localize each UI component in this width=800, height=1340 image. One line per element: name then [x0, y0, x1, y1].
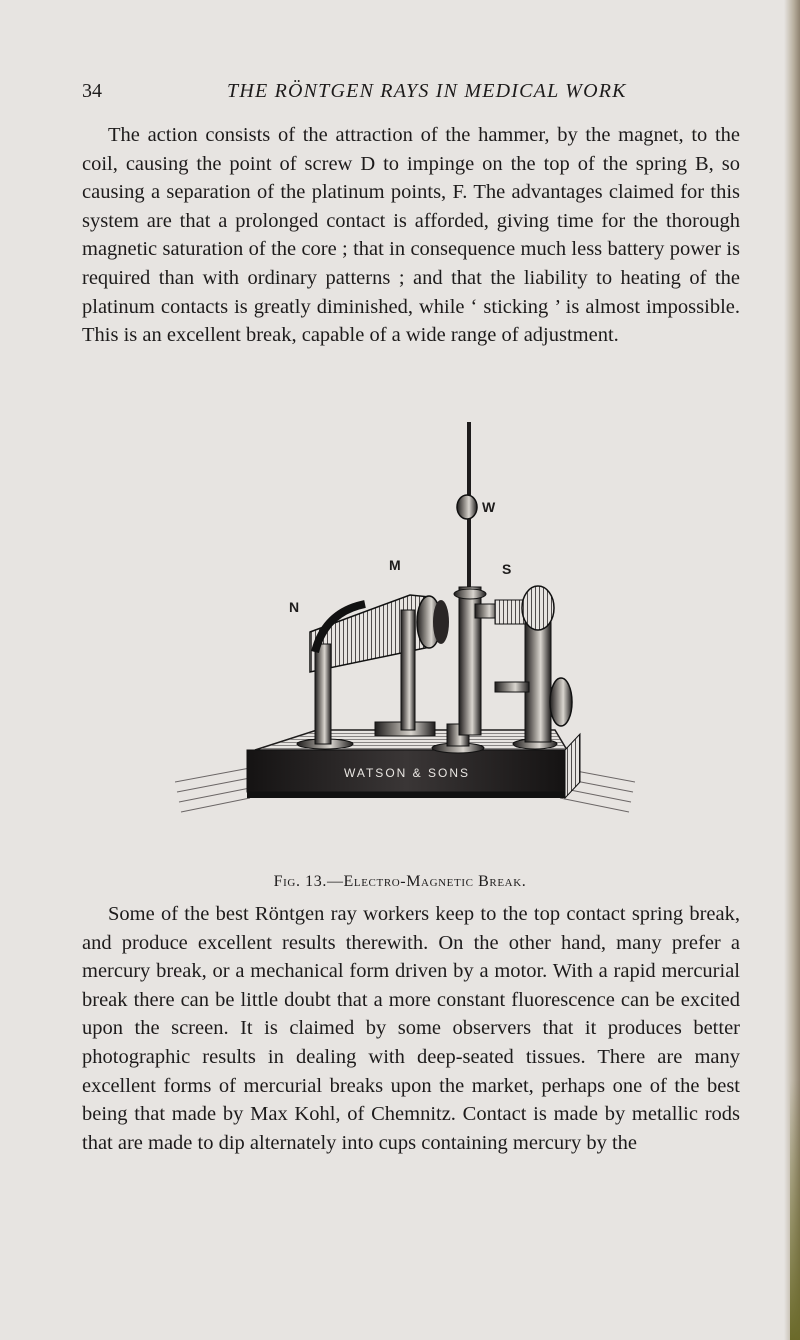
label-w: W — [482, 499, 496, 515]
maker-mark: WATSON & SONS — [343, 766, 471, 780]
page-corner-shadow — [790, 1080, 800, 1340]
electro-magnetic-break-figure — [175, 382, 635, 864]
figure-caption: Fig. 13.—Electro-Magnetic Break. — [273, 873, 527, 890]
paragraph-break-description: The action consists of the attraction of the hammer, by the magnet, to the coil, causing the point of screw D to impinge on the top of the spring B, so causing a separation of the platinum points, F. The advantages claimed for this system are that a prolonged contact is afforded, giving time for the thorough magnetic saturation of the core ; that in consequence much less battery power is required than with ordinary patterns ; and that the liability to heating of the platinum contacts is greatly diminished, while ‘ sticking ’ is almost impossible. This is an excellent break, capable of a wide range of adjustment. — [82, 124, 740, 347]
running-title: THE RÖNTGEN RAYS IN MEDICAL WORK — [227, 80, 627, 102]
label-m: M — [389, 557, 401, 573]
page-header — [82, 80, 722, 106]
paragraph-mercury-break: Some of the best Röntgen ray workers keep to the top contact spring break, and produce excellent results therewith. On the other hand, many prefer a mercury break, or a mechanical form driven by a motor. With a rapid mercurial break there can be little doubt that a more constant fluorescence can be excited upon the screen. It is claimed by some observers that it produces better photographic results in dealing with deep-seated tissues. There are many excellent forms of mercurial breaks upon the market, perhaps one of the best being that made by Max Kohl, of Chemnitz. Contact is made by metallic rods that are made to dip alternately into cups containing mercury by the — [82, 903, 740, 1154]
page-number: 34 — [82, 80, 102, 102]
label-s: S — [502, 561, 512, 577]
label-n: N — [289, 599, 300, 615]
